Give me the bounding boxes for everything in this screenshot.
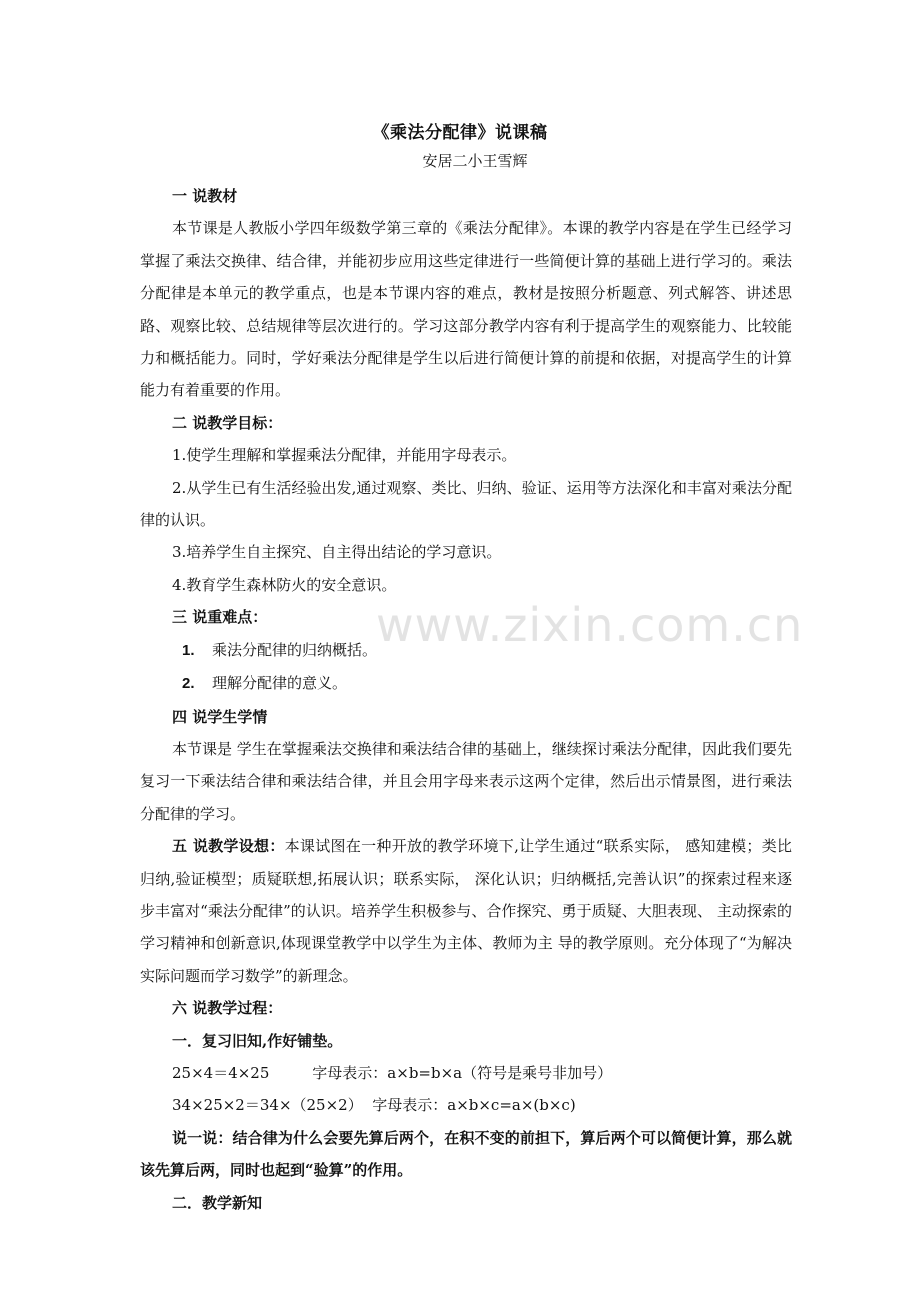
formula-commutative: 25×4＝4×25 字母表示：a×b=b×a（符号是乘号非加号） (172, 1063, 613, 1082)
goal-item: 4.教育学生森林防火的安全意识。 (172, 575, 397, 594)
watermark: www.zixin.com.cn (376, 598, 804, 652)
key-point-text: 理解分配律的意义。 (212, 674, 348, 693)
document-body (140, 180, 792, 1219)
step-heading-new-knowledge: 二．教学新知 (172, 1193, 263, 1212)
section-heading-students: 四 说学生学情 (172, 707, 268, 726)
goal-item: 1.使学生理解和掌握乘法分配律，并能用字母表示。 (172, 446, 517, 465)
list-number: 1. (182, 641, 195, 659)
section-heading-textbook: 一 说教材 (172, 187, 238, 205)
key-point-item (140, 667, 792, 700)
discussion-paragraph: 说一说：结合律为什么会要先算后两个，在积不变的前担下，算后两个可以简便计算，那么就该先算后两，同时也起到“验算”的作用。 (140, 1128, 792, 1180)
section-heading-goals: 二 说教学目标： (172, 413, 283, 432)
document-title: 《乘法分配律》说课稿 (372, 123, 548, 143)
design-text: 本课试图在一种开放的教学环境下,让学生通过“联系实际， 感知建模；类比归纳,验证模型；质疑联想,拓展认识；联系实际， 深化认识；归纳概括,完善认识”的探索过程来逐步丰富对“乘法分配律”的认识。培养学生积极参与、合作探究、勇于质疑、大胆表现、 主动探索的学习精神和创新意识,体现课堂教学中以学生为主体、教师为主 导的教学原则。充分体现了“为解决实际问题而学习数学”的新理念。 (140, 837, 792, 985)
goal-item: 3.培养学生自主探究、自主得出结论的学习意识。 (172, 543, 502, 562)
section-paragraph-design (140, 830, 792, 992)
section-heading-design: 五 说教学设想： (172, 837, 285, 856)
section-heading-process: 六 说教学过程： (172, 999, 283, 1018)
section-paragraph-students: 本节课是 学生在掌握乘法交换律和乘法结合律的基础上，继续探讨乘法分配律，因此我们要先复习一下乘法结合律和乘法结合律，并且会用字母来表示这两个定律，然后出示情景图，进行乘法分配律的学习。 (140, 739, 792, 823)
key-point-item (140, 634, 792, 667)
document-author: 安居二小王雪辉 (422, 152, 528, 170)
section-paragraph-textbook: 本节课是人教版小学四年级数学第三章的《乘法分配律》。本课的教学内容是在学生已经学习掌握了乘法交换律、结合律，并能初步应用这些定律进行一些简便计算的基础上进行学习的。乘法分配律是本单元的教学重点，也是本节课内容的难点，教材是按照分析题意、列式解答、讲述思路、观察比较、总结规律等层次进行的。学习这部分教学内容有利于提高学生的观察能力、比较能力和概括能力。同时，学好乘法分配律是学生以后进行简便计算的前提和依据，对提高学生的计算能力有着重要的作用。 (140, 219, 792, 400)
section-heading-key-points: 三 说重难点： (172, 608, 268, 627)
key-point-text: 乘法分配律的归纳概括。 (212, 640, 378, 659)
step-heading-review: 一．复习旧知,作好铺垫。 (172, 1031, 343, 1050)
goal-item: 2.从学生已有生活经验出发,通过观察、类比、归纳、验证、运用等方法深化和丰富对乘法分配律的认识。 (140, 478, 792, 530)
list-number: 2. (182, 675, 195, 693)
formula-associative: 34×25×2＝34×（25×2） 字母表示：a×b×c=a×(b×c) (172, 1096, 576, 1115)
